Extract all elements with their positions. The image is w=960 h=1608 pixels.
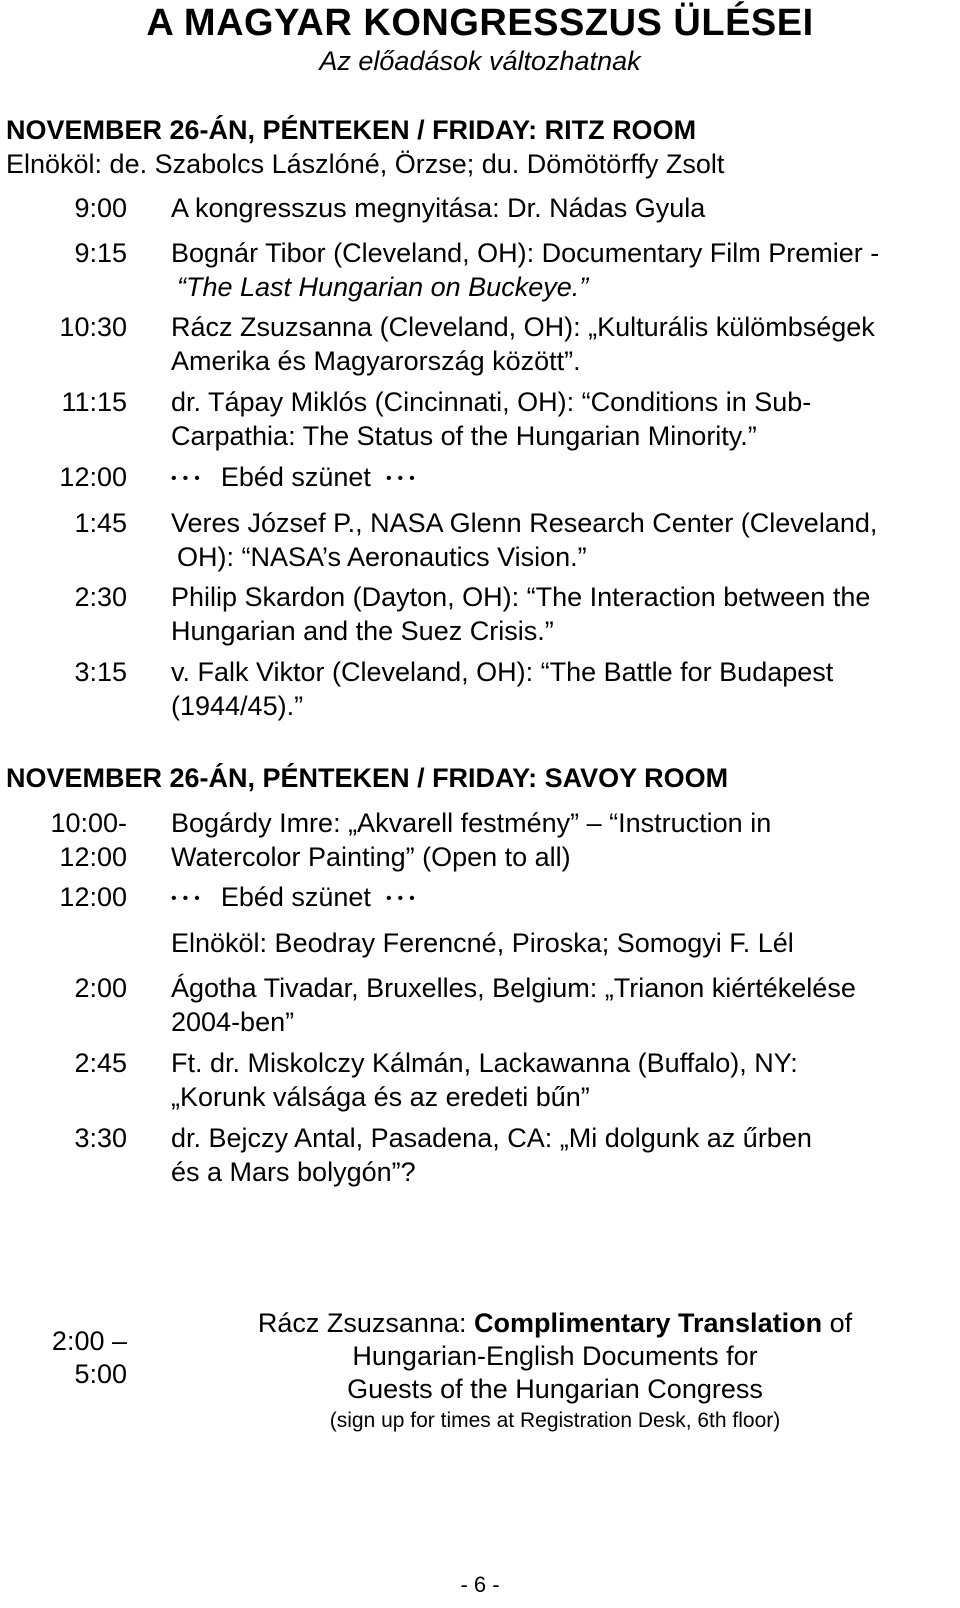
session-desc: [171, 880, 951, 916]
translation-of: of: [822, 1308, 853, 1338]
ritz-room-heading: NOVEMBER 26-ÁN, PÉNTEKEN / FRIDAY: RITZ ROOM: [6, 115, 697, 145]
session-desc: [171, 806, 951, 874]
session-desc: [171, 506, 951, 574]
session-line: Bognár Tibor (Cleveland, OH): Documentary Film Premier -: [171, 238, 880, 268]
session-desc: [171, 385, 951, 453]
session-time: [0, 806, 127, 874]
session-desc: [171, 580, 951, 648]
session-line: 2004-ben”: [171, 1007, 295, 1037]
bullet-dots-icon: •••: [385, 470, 421, 487]
session-line: dr. Tápay Miklós (Cincinnati, OH): “Conditions in Sub-: [171, 387, 812, 417]
bullet-dots-icon: •••: [171, 470, 206, 487]
session-line: “The Last Hungarian on Buckeye.”: [177, 272, 589, 302]
session-line: „Korunk válsága és az eredeti bűn”: [171, 1082, 590, 1112]
bullet-dots-icon: •••: [385, 890, 421, 907]
session-time: 12:00: [59, 882, 127, 912]
session-line: Amerika és Magyarország között”.: [171, 346, 581, 376]
page-subtitle: Az előadások változhatnak: [319, 46, 641, 76]
session-line: Carpathia: The Status of the Hungarian Minority.”: [171, 421, 757, 451]
ritz-chair: Elnököl: de. Szabolcs Lászlóné, Örzse; du. Dömötörffy Zsolt: [6, 149, 725, 179]
session-line: [171, 460, 951, 496]
session-line: OH): “NASA’s Aeronautics Vision.”: [177, 542, 587, 572]
session-desc: [171, 460, 951, 496]
session-line: Veres József P., NASA Glenn Research Center (Cleveland,: [171, 508, 878, 538]
translation-line-1: [200, 1307, 910, 1340]
session-desc: [171, 926, 951, 960]
session-time: 9:15: [74, 238, 127, 268]
session-line: Ft. dr. Miskolczy Kálmán, Lackawanna (Buffalo), NY:: [171, 1048, 798, 1078]
translation-notice: [200, 1307, 910, 1436]
session-line: Ágotha Tivadar, Bruxelles, Belgium: „Trianon kiértékelése: [171, 973, 856, 1003]
translation-time-end: 5:00: [74, 1359, 127, 1389]
session-desc: [171, 1046, 951, 1114]
session-desc: [171, 971, 951, 1039]
session-time: 9:00: [74, 193, 127, 223]
session-time: 10:30: [59, 312, 127, 342]
translation-line-2: Hungarian-English Documents for: [352, 1341, 758, 1371]
session-line: Bogárdy Imre: „Akvarell festmény” – “Instruction in: [171, 808, 772, 838]
session-time: 12:00: [59, 462, 127, 492]
session-time: 3:15: [74, 657, 127, 687]
session-line: A kongresszus megnyitása: Dr. Nádas Gyula: [171, 193, 706, 223]
session-time: 1:45: [74, 508, 127, 538]
savoy-room-heading: NOVEMBER 26-ÁN, PÉNTEKEN / FRIDAY: SAVOY ROOM: [6, 763, 729, 793]
session-time-end: 12:00: [59, 842, 127, 872]
translation-title: Complimentary Translation: [473, 1308, 823, 1338]
page-title: A MAGYAR KONGRESSZUS ÜLÉSEI: [146, 2, 814, 44]
lunch-break-label: Ebéd szünet: [220, 882, 371, 912]
session-desc: [171, 236, 951, 304]
session-desc: [171, 310, 951, 378]
session-time: 2:30: [74, 582, 127, 612]
session-time: 11:15: [61, 387, 127, 417]
translator-name: Rácz Zsuzsanna:: [257, 1308, 474, 1338]
session-line: Philip Skardon (Dayton, OH): “The Interaction between the: [171, 582, 871, 612]
session-line: és a Mars bolygón”?: [171, 1157, 416, 1187]
session-time-start: 10:00-: [50, 808, 127, 838]
session-time: 2:00: [74, 973, 127, 1003]
translation-note: (sign up for times at Registration Desk, 6th floor): [329, 1409, 781, 1432]
session-line: [171, 880, 951, 916]
translation-time: [0, 1325, 127, 1391]
session-line: dr. Bejczy Antal, Pasadena, CA: „Mi dolgunk az űrben: [171, 1123, 812, 1153]
bullet-dots-icon: •••: [171, 890, 206, 907]
session-line: (1944/45).”: [171, 691, 304, 721]
session-line: Hungarian and the Suez Crisis.”: [171, 616, 554, 646]
session-time: 3:30: [74, 1123, 127, 1153]
session-line: v. Falk Viktor (Cleveland, OH): “The Battle for Budapest: [171, 657, 834, 687]
translation-time-start: 2:00 –: [51, 1326, 127, 1356]
page-number: - 6 -: [460, 1572, 500, 1597]
session-desc: [171, 1121, 951, 1189]
lunch-break-label: Ebéd szünet: [220, 462, 371, 492]
session-time: 2:45: [74, 1048, 127, 1078]
session-line: Watercolor Painting” (Open to all): [171, 842, 571, 872]
session-desc: [171, 191, 951, 225]
translation-line-3: Guests of the Hungarian Congress: [347, 1374, 763, 1404]
session-line: Rácz Zsuzsanna (Cleveland, OH): „Kulturális külömbségek: [171, 312, 875, 342]
savoy-chair: Elnököl: Beodray Ferencné, Piroska; Somogyi F. Lél: [171, 928, 794, 958]
session-desc: [171, 655, 951, 723]
